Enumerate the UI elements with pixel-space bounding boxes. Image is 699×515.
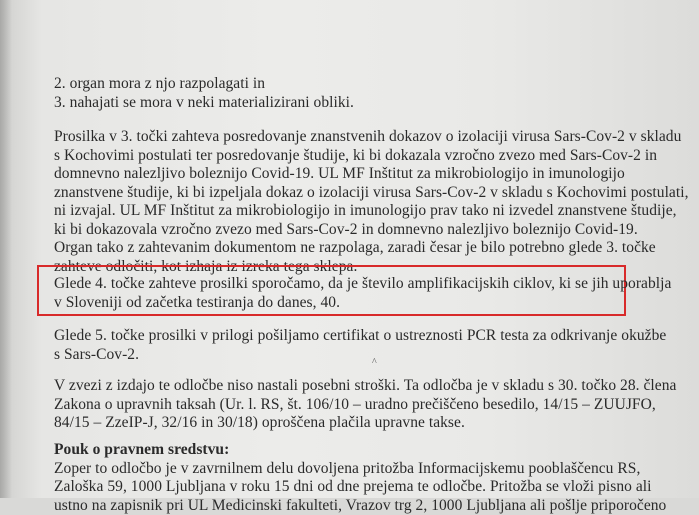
text-line: Organ tako z zahtevanim dokumentom ne razpolaga, zaradi česar je bilo potrebno glede 3. točke [54, 239, 699, 258]
text-line: Prosilka v 3. točki zahteva posredovanje znanstvenih dokazov o izolaciji virusa Sars-Cov-2 v skladu [54, 128, 699, 147]
text-line: Zakona o upravnih taksah (Ur. l. RS, št. 106/10 – uradno prečiščeno besedilo, 14/15 – ZUUJFO, [54, 396, 699, 415]
text-line: zahteve odločiti, kot izhaja iz izreka tega sklepa. [54, 258, 699, 277]
text-line: V zvezi z izdajo te odločbe niso nastali posebni stroški. Ta odločba je v skladu s 30. točko 28. člena [54, 377, 699, 396]
text-line: ustno na zapisnik pri UL Medicinski fakulteti, Vrazov trg 2, 1000 Ljubljana ali pošlje priporočeno [54, 497, 699, 515]
criteria-list [54, 75, 699, 112]
text-line: Zoper to odločbo je v zavrnilnem delu dovoljena pritožba Informacijskemu pooblaščencu RS, [54, 460, 699, 479]
section-heading: Pouk o pravnem sredstvu: [54, 441, 699, 460]
list-item: 2. organ mora z njo razpolagati in [54, 75, 699, 94]
legal-remedy-section [54, 441, 699, 515]
text-line: s Sars-Cov-2. [54, 346, 699, 365]
text-line: znanstvene študije, ki bi izpeljala dokaz o izolaciji virusa Sars-Cov-2 v skladu s Kochovimi postulati, [54, 184, 699, 203]
text-line: v Sloveniji od začetka testiranja do danes, 40. [54, 294, 699, 313]
text-line: s Kochovimi postulati ter posredovanje študije, ki bi dokazala vzročno zvezo med Sars-Cov-2 in [54, 147, 699, 166]
text-line: domnevno nalezljivo boleznijo Covid-19. UL MF Inštitut za mikrobiologijo in imunologijo [54, 165, 699, 184]
paragraph-costs [54, 377, 699, 433]
list-item: 3. nahajati se mora v neki materializirani obliki. [54, 94, 699, 113]
text-line: Glede 4. točke zahteve prosilki sporočamo, da je število amplifikacijskih ciklov, ki se jih uporablja [54, 275, 699, 294]
page-shadow-edge [0, 0, 12, 498]
scan-speck: ^ [372, 357, 377, 368]
paragraph-point-3 [54, 128, 699, 276]
text-line: Glede 5. točke prosilki v prilogi pošiljamo certifikat o ustreznosti PCR testa za odkrivanje okužbe [54, 327, 699, 346]
text-line: Zaloška 59, 1000 Ljubljana v roku 15 dni od dne prejema te odločbe. Pritožba se vloži pisno ali [54, 478, 699, 497]
text-line: ki bi dokazovala vzročno zvezo med Sars-Cov-2 in domnevno nalezljivo boleznijo Covid-19. [54, 221, 699, 240]
paragraph-point-4 [54, 275, 699, 312]
text-line: 84/15 – ZzeIP-J, 32/16 in 30/18) oproščena plačila upravne takse. [54, 414, 699, 433]
text-line: ni izvajal. UL MF Inštitut za mikrobiologijo in imunologijo prav tako ni izvedel znanstvene študije, [54, 202, 699, 221]
